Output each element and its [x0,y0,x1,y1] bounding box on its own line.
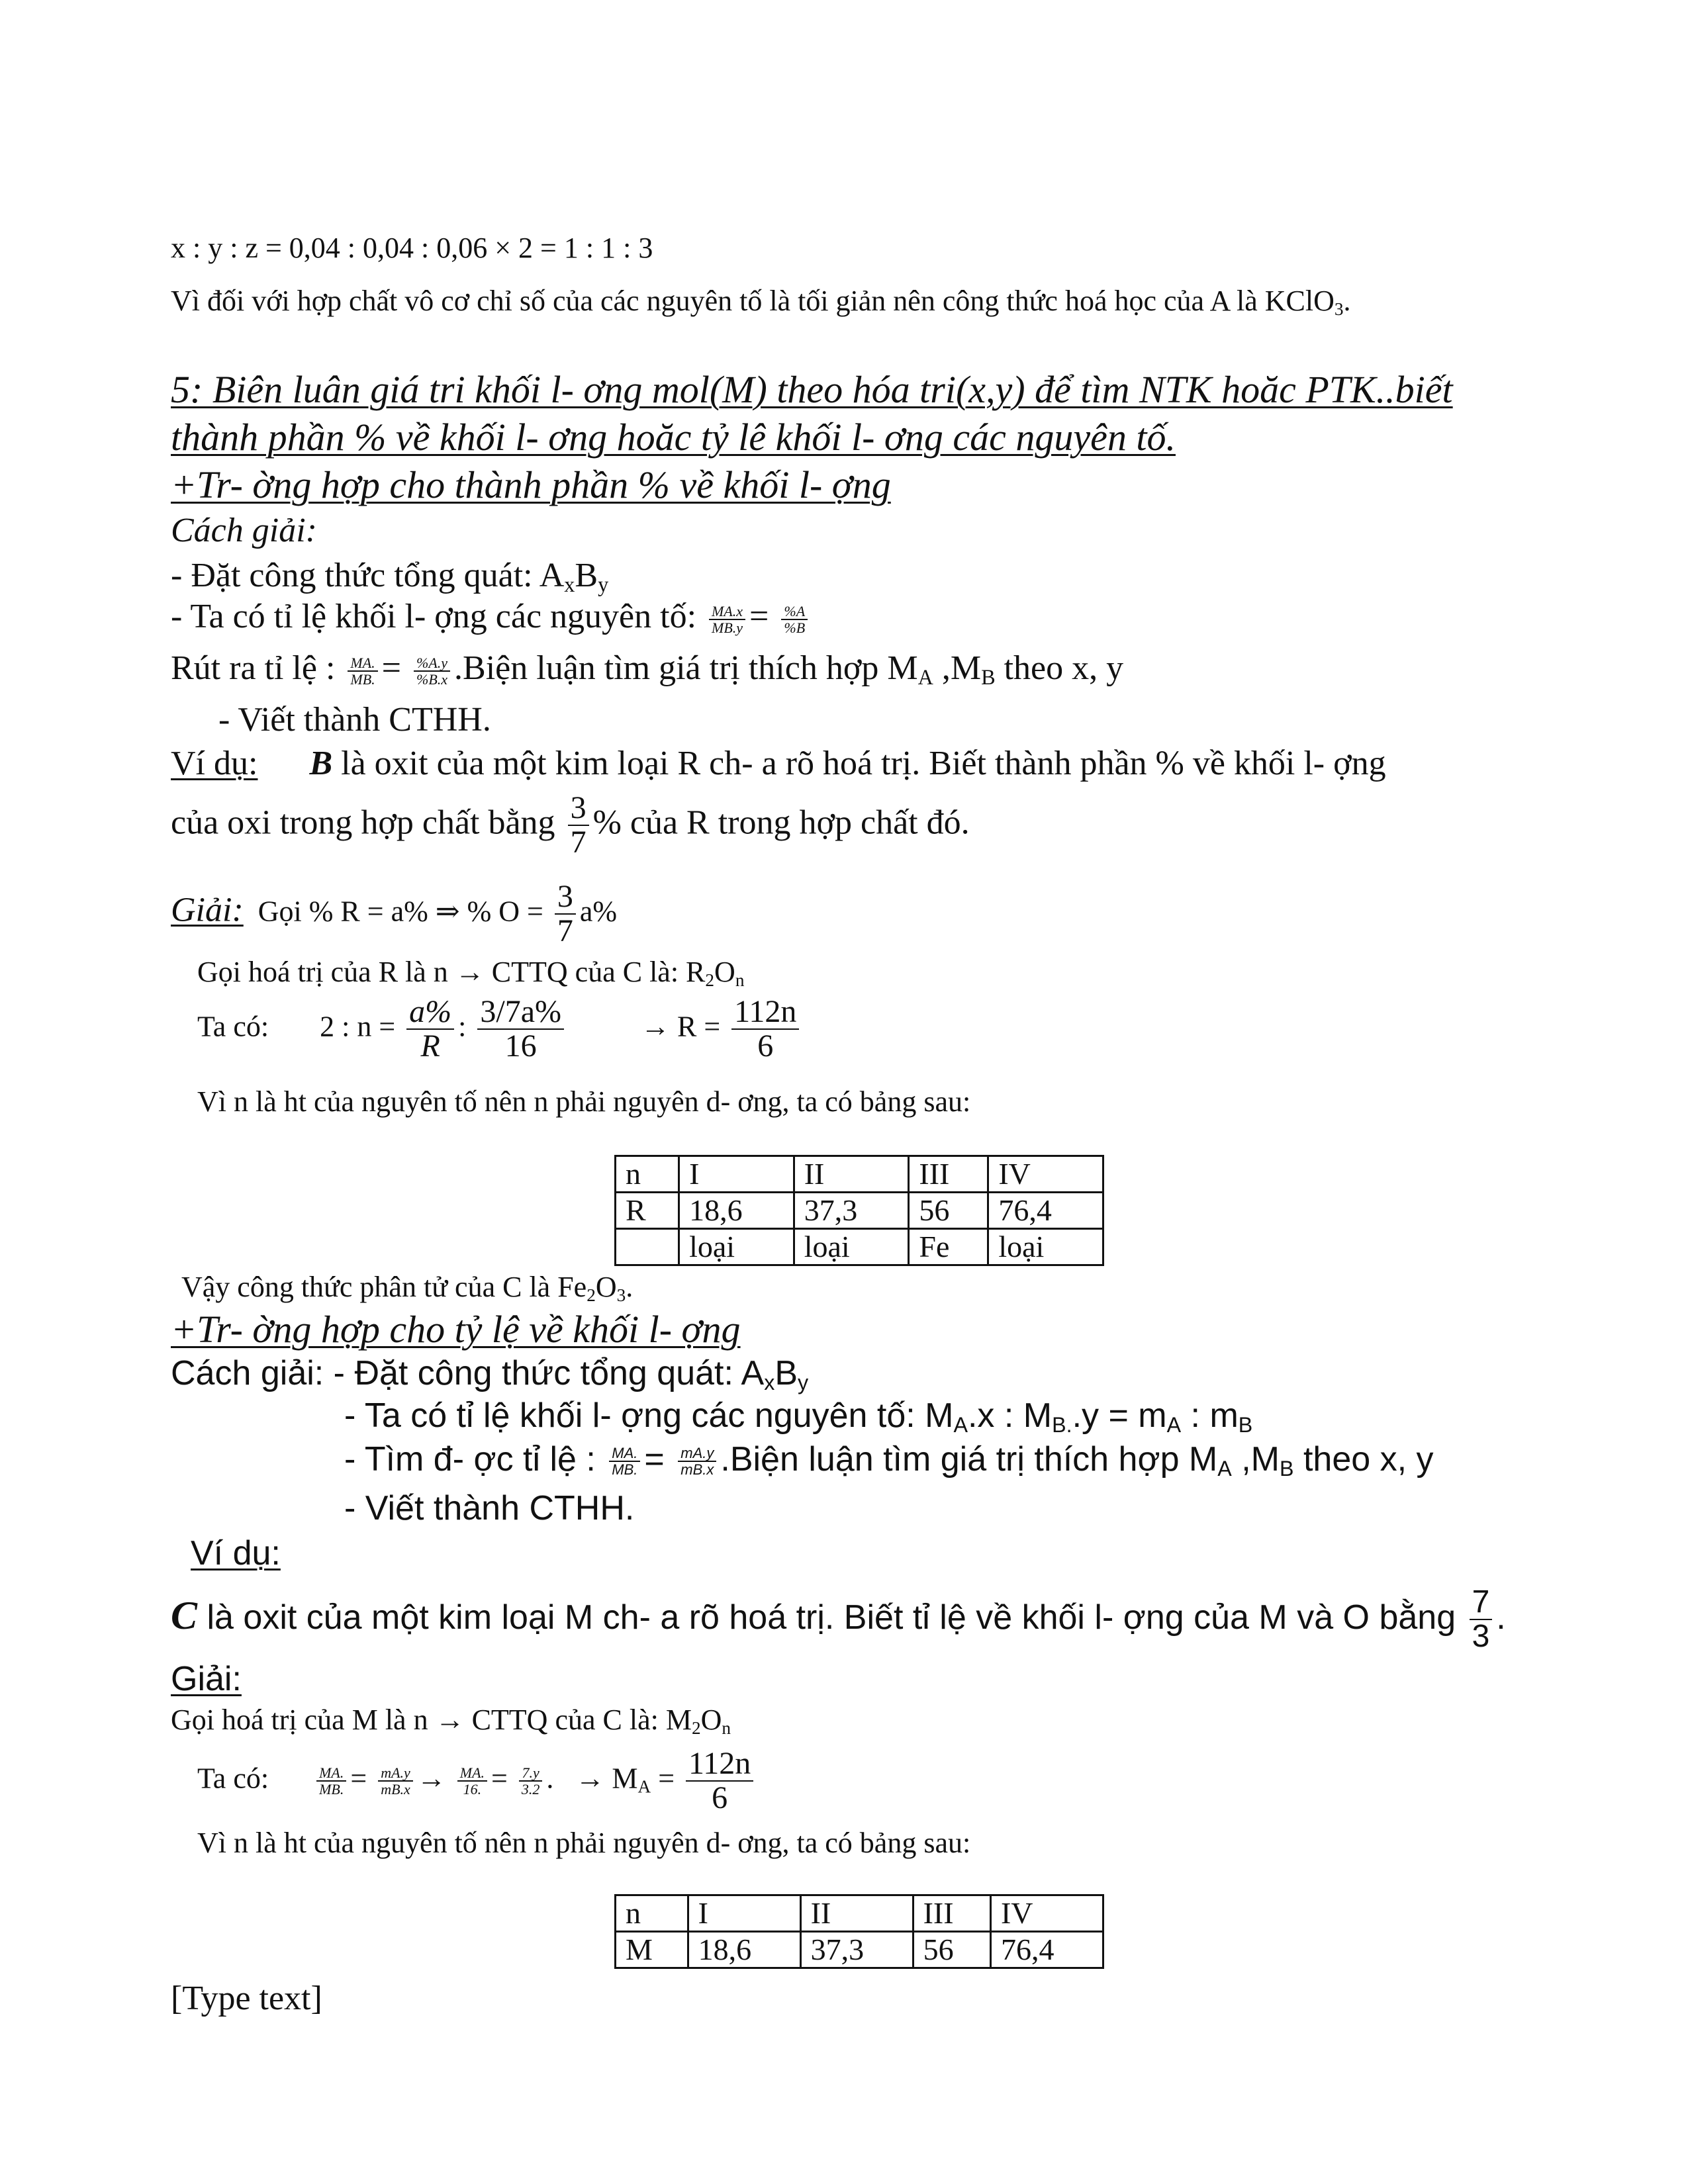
valence-line-m: Gọi hoá trị của M là n → CTTQ của C là: $M_2O_n$ [171,1704,731,1738]
table-row [616,1895,1103,1932]
fraction-a-r: $\frac{a\%}{R}$ [406,995,454,1064]
write-formula-step: - Viết thành CTHH. [218,701,491,739]
fraction-112n-6: $\frac{112n}{6}$ [731,995,799,1064]
section-5-heading-line2: thành phần % về khối l- ơng hoăc tỷ lê khối l- ơng các nguyên tố. [171,416,1176,459]
table-cell: 76,4 [990,1932,1103,1968]
mass-ratio-line-2: - Ta có tỉ lệ khối l- ợng các nguyên tố: $M_A.x$ : $M_{B.}.y = m_A$ : $m_B$ [344,1396,1253,1437]
fraction-3-7a-16: $\frac{3/7a\%}{16}$ [477,995,564,1064]
table-cell: II [794,1156,909,1193]
table-cell: loại [679,1229,794,1265]
fraction-percent-xy: $\frac{\%A.y}{\%B.x}$ [414,655,450,687]
table-cell: 18,6 [688,1932,800,1968]
valence-table-r [614,1155,1104,1266]
fraction-m-xy-2: $\frac{mA.y}{mB.x}$ [378,1765,413,1797]
fraction-ma-mb-3: $\frac{MA.}{MB.}$ [316,1765,346,1797]
example-1-line2: của oxi trong hợp chất bằng $\frac{3}{7}$ % của R trong hợp chất đó. [171,790,970,860]
table-row [616,1229,1103,1265]
fraction-m-xy: $\frac{mA.y}{mB.x}$ [678,1445,716,1477]
table-cell [616,1229,679,1265]
table-cell: n [616,1156,679,1193]
example-2-line: C là oxit của một kim loại M ch- a rõ hoá trị. Biết tỉ lệ về khối l- ợng của M và O bằng $\frac{7}{3}$ . [171,1584,1506,1655]
table-cell: loại [988,1229,1103,1265]
table-cell: 18,6 [679,1193,794,1229]
fraction-3-7-b: $\frac{3}{7}$ [555,880,576,948]
method-label: Cách giải: [171,512,317,549]
find-ratio-line: - Tìm đ- ợc tỉ lệ : $\frac{MA.}{MB.}$ = $\frac{mA.y}{mB.x}$ .Biện luận tìm giá trị thích hợp $M_A$ $,M_B$ theo x, y [344,1440,1434,1481]
case-percent-heading: +Tr- ờng hợp cho thành phần % về khối l- ợng [171,463,891,506]
derive-ratio-line: Rút ra tỉ lệ : $\frac{MA.}{MB.}$ = $\frac{\%A.y}{\%B.x}$ .Biện luận tìm giá trị thích hợp $M_A$ $,M_B$ theo x, y [171,649,1124,690]
table-cell: II [800,1895,913,1932]
method-2-line: Cách giải: - Đặt công thức tổng quát: $A_xB_y$ [171,1354,809,1395]
example-2-label: Ví dụ: [191,1534,281,1572]
write-formula-step-2: - Viết thành CTHH. [344,1489,635,1527]
solution-2-label: Giải: [171,1660,242,1698]
table-cell: IV [990,1895,1103,1932]
fraction-percent: $\frac{\%A}{\%B}$ [781,604,808,635]
table-cell: III [913,1895,990,1932]
equation-r-line: Ta có: 2 : n = $\frac{a\%}{R}$ : $\frac{3/7a\%}{16}$ → R = $\frac{112n}{6}$ [197,995,803,1064]
section-5-heading-line1: 5: Biên luân giá tri khối l- ơng mol(M) theo hóa tri(x,y) để tìm NTK hoăc PTK..biết [171,368,1453,411]
valence-table-m [614,1894,1104,1969]
table-cell: 76,4 [988,1193,1103,1229]
formula-conclusion: Vì đối với hợp chất vô cơ chỉ số của các nguyên tố là tối giản nên công thức hoá học của A là KClO$_3$. [171,285,1351,319]
conclusion-fe2o3: Vậy công thức phân tử của C là $Fe_2O_3$. [181,1271,633,1305]
fraction-ma-16: $\frac{MA.}{16.}$ [457,1765,487,1797]
equation-m-line: Ta có: $\frac{MA.}{MB.}$ = $\frac{mA.y}{mB.x}$ → $\frac{MA.}{16.}$ = $\frac{7.y}{3.2}$ . → $M_A$ = $\frac{112n}{6}$ [197,1747,757,1815]
case-ratio-heading: +Tr- ờng hợp cho tỷ lệ về khối l- ợng [171,1308,741,1351]
fraction-7y-32: $\frac{7.y}{3.2}$ [519,1765,543,1797]
fraction-3-7: $\frac{3}{7}$ [568,792,589,860]
mass-ratio-line: - Ta có tỉ lệ khối l- ợng các nguyên tố: $\frac{MA.x}{MB.y}$ = $\frac{\%A}{\%B}$ [171,597,812,637]
positive-integer-note-1: Vì n là ht của nguyên tố nên n phải nguyên d- ơng, ta có bảng sau: [197,1085,971,1118]
table-cell: 56 [909,1193,988,1229]
fraction-ma-mb-2: $\frac{MA.}{MB.}$ [609,1445,640,1477]
fraction-112n-6-b: $\frac{112n}{6}$ [686,1747,753,1815]
table-cell: I [679,1156,794,1193]
table-cell: R [616,1193,679,1229]
table-cell: III [909,1156,988,1193]
table-cell: 37,3 [794,1193,909,1229]
table-row [616,1932,1103,1968]
table-cell: n [616,1895,688,1932]
table-cell: 37,3 [800,1932,913,1968]
positive-integer-note-2: Vì n là ht của nguyên tố nên n phải nguyên d- ơng, ta có bảng sau: [197,1827,971,1859]
fraction-ma-mb-dot: $\frac{MA.}{MB.}$ [348,655,377,687]
example-1-line1: Ví dụ: B là oxit của một kim loại R ch- a rõ hoá trị. Biết thành phần % về khối l- ợng [171,745,1386,782]
table-cell: 56 [913,1932,990,1968]
footer-placeholder: [Type text] [171,1979,322,2017]
table-cell: M [616,1932,688,1968]
general-formula-line: - Đặt công thức tổng quát: $A_xB_y$ [171,557,609,597]
valence-line-r: Gọi hoá trị của R là n → CTTQ của C là: $R_2O_n$ [197,956,745,990]
ratio-line: x : y : z = 0,04 : 0,04 : 0,06 × 2 = 1 : 1 : 3 [171,232,653,264]
table-cell: Fe [909,1229,988,1265]
table-row [616,1156,1103,1193]
fraction-7-3: $\frac{7}{3}$ [1470,1586,1493,1654]
solution-1-line: Giải: Gọi % R = a% ⇒ % O = $\frac{3}{7}$ a% [171,879,618,949]
table-row [616,1193,1103,1229]
table-cell: loại [794,1229,909,1265]
table-cell: I [688,1895,800,1932]
fraction-ma-mb: $\frac{MA.x}{MB.y}$ [709,604,745,635]
table-cell: IV [988,1156,1103,1193]
